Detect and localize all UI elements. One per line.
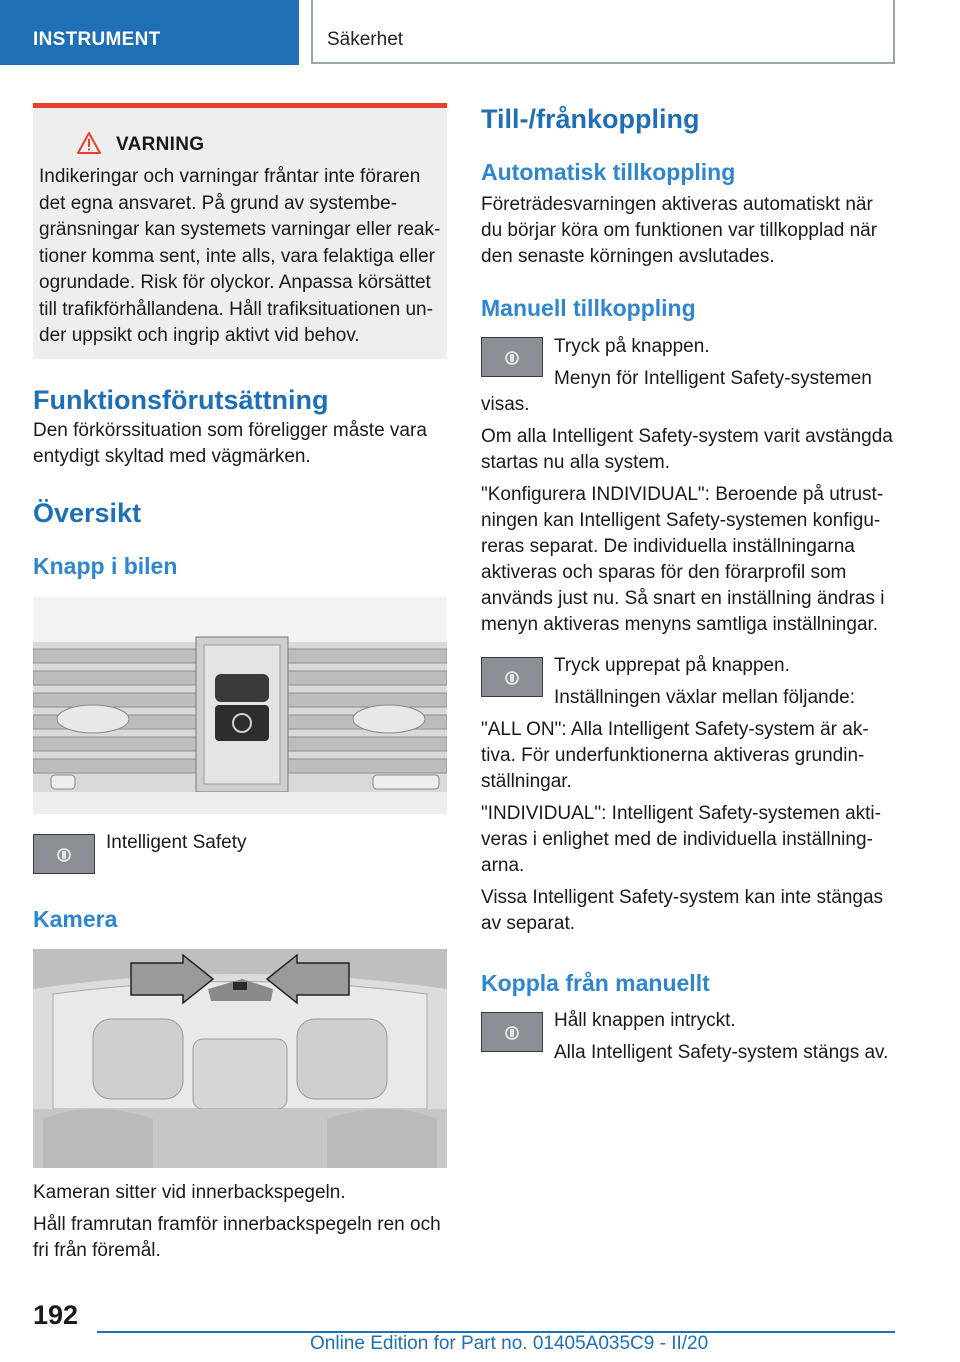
- configure-individual-text: "Konfigurera INDIVIDUAL": Beroende på utrustningen kan Intelligent Safety-systemen konfigureras separat. De individuella inställningarna aktiveras och sparas för den förarprofil som används just nu. Så snart en inställning ändras i menyn aktiveras menyns samtliga inställningar.: [481, 484, 885, 635]
- heading-prerequisite: Funktionsförutsättning: [33, 385, 329, 415]
- warning-title: VARNING: [116, 134, 205, 155]
- camera-text-1: Kameran sitter vid innerbackspegeln.: [33, 1182, 346, 1203]
- heading-manual-deactivation: Koppla från manuellt: [481, 970, 710, 996]
- intelligent-safety-button-icon: [481, 657, 543, 697]
- step-press-repeatedly: Tryck upprepat på knappen.: [554, 655, 790, 676]
- step-all-off: Alla Intelligent Safety-system stängs av.: [554, 1042, 889, 1063]
- heading-manual-activation: Manuell tillkoppling: [481, 295, 696, 321]
- warning-text: Indikeringar och varningar fråntar inte föraren det egna ansvaret. På grund av systembegränsningar kan systemets varningar eller reaktioner komma sent, inte alls, vara felaktiga eller ogrundade. Risk för olyckor. Anpassa körsättet till trafikförhållandena. Håll trafiksituationen under uppsikt och ingrip aktivt vid behov.: [39, 166, 441, 346]
- prerequisite-text: Den förkörssituation som föreligger måste vara entydigt skyltad med vägmärken.: [33, 420, 427, 467]
- step-hold-button: Håll knappen intryckt.: [554, 1010, 736, 1031]
- step-setting-toggles: Inställningen växlar mellan följande:: [554, 687, 856, 708]
- chapter-title: Säkerhet: [327, 29, 404, 50]
- button-caption: Intelligent Safety: [106, 832, 247, 853]
- all-on-text: "ALL ON": Alla Intelligent Safety-system är aktiva. För underfunktionerna aktiveras grundinställningar.: [481, 719, 869, 792]
- camera-location-photo: [33, 949, 447, 1168]
- page-number: 192: [33, 1300, 79, 1330]
- heading-on-off: Till-/frånkoppling: [481, 104, 700, 134]
- individual-text: "INDIVIDUAL": Intelligent Safety-systemen aktiveras i enlighet med de individuella inställningarna.: [481, 803, 881, 876]
- chapter-tab: [311, 0, 895, 64]
- intelligent-safety-button-icon: [33, 834, 95, 874]
- section-tab: [0, 0, 299, 65]
- step-press-button: Tryck på knappen.: [554, 336, 710, 357]
- auto-activation-text: Företrädesvarningen aktiveras automatiskt när du börjar köra om funktionen var tillkopplad när den senaste körningen avslutades.: [481, 194, 878, 267]
- heading-button-in-car: Knapp i bilen: [33, 553, 178, 579]
- intelligent-safety-button-icon: [481, 1012, 543, 1052]
- heading-auto-activation: Automatisk tillkoppling: [481, 159, 736, 185]
- footer-edition: Online Edition for Part no. 01405A035C9 - II/20: [310, 1333, 709, 1354]
- camera-text-2: Håll framrutan framför innerbackspegeln ren och fri från föremål.: [33, 1214, 441, 1261]
- all-systems-text: Om alla Intelligent Safety-system varit avstängda startas nu alla system.: [481, 426, 893, 473]
- dashboard-button-photo: [33, 597, 447, 814]
- heading-overview: Översikt: [33, 498, 142, 528]
- warning-box: [33, 103, 447, 359]
- heading-camera: Kamera: [33, 906, 118, 932]
- step-menu-shown: Menyn för Intelligent Safety-systemen visas.: [481, 368, 872, 415]
- section-title: INSTRUMENT: [33, 29, 161, 50]
- warning-triangle-icon: [77, 132, 101, 154]
- some-systems-text: Vissa Intelligent Safety-system kan inte stängas av separat.: [481, 887, 884, 934]
